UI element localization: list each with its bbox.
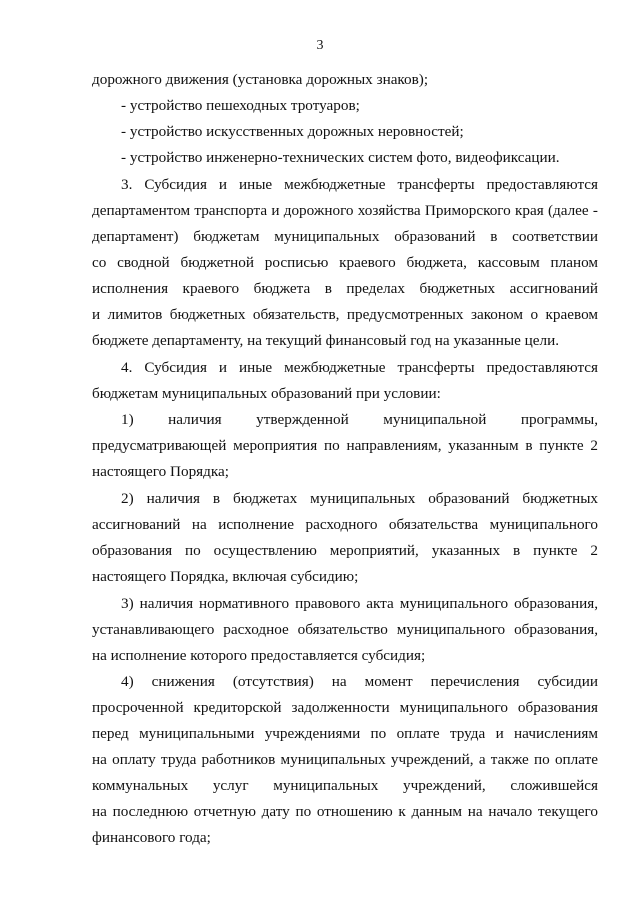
text-line: предусматривающей мероприятия по направлениям, указанным в пункте 2	[92, 437, 598, 454]
text-line: образования по осуществлению мероприятий, указанных в пункте 2	[92, 542, 598, 559]
text-line: просроченной кредиторской задолженности муниципального образования	[92, 699, 598, 716]
text-line: исполнения краевого бюджета в пределах бюджетных ассигнований	[92, 280, 598, 297]
text-line: бюджете департаменту, на текущий финансовый год на указанные цели.	[92, 332, 560, 349]
text-line: на последнюю отчетную дату по отношению к данным на начало текущего	[92, 803, 598, 820]
text-line: коммунальных услуг муниципальных учреждений, сложившейся	[92, 777, 598, 794]
text-line: устанавливающего расходное обязательство муниципального образования,	[92, 621, 598, 638]
list-item: - устройство пешеходных тротуаров;	[121, 97, 360, 114]
text-line: 4. Субсидия и иные межбюджетные трансферты предоставляются	[121, 359, 598, 376]
page-number: 3	[316, 38, 324, 53]
text-line: настоящего Порядка, включая субсидию;	[92, 568, 359, 585]
text-line: перед муниципальными учреждениями по оплате труда и начислениям	[92, 725, 598, 742]
text-line: департамент) бюджетам муниципальных образований в соответствии	[92, 228, 598, 245]
text-line: и лимитов бюджетных обязательств, предусмотренных законом о краевом	[92, 306, 598, 323]
text-line: настоящего Порядка;	[92, 463, 229, 480]
text-line: дорожного движения (установка дорожных знаков);	[92, 71, 429, 88]
text-line: ассигнований на исполнение расходного обязательства муниципального	[92, 516, 598, 533]
text-line: бюджетам муниципальных образований при условии:	[92, 385, 441, 402]
list-item: - устройство инженерно-технических систем фото, видеофиксации.	[121, 149, 560, 166]
text-line: финансового года;	[92, 829, 211, 846]
text-line: 3. Субсидия и иные межбюджетные трансферты предоставляются	[121, 176, 598, 193]
text-line: 1) наличия утвержденной муниципальной программы,	[121, 411, 598, 428]
text-line: департаментом транспорта и дорожного хозяйства Приморского края (далее -	[92, 202, 598, 219]
text-line: 3) наличия нормативного правового акта муниципального образования,	[121, 595, 598, 612]
text-line: 4) снижения (отсутствия) на момент перечисления субсидии	[121, 673, 598, 690]
text-line: на оплату труда работников муниципальных учреждений, а также по оплате	[92, 751, 598, 768]
text-line: со сводной бюджетной росписью краевого бюджета, кассовым планом	[92, 254, 598, 271]
list-item: - устройство искусственных дорожных неровностей;	[121, 123, 464, 140]
text-line: 2) наличия в бюджетах муниципальных образований бюджетных	[121, 490, 598, 507]
text-line: на исполнение которого предоставляется субсидия;	[92, 647, 426, 664]
